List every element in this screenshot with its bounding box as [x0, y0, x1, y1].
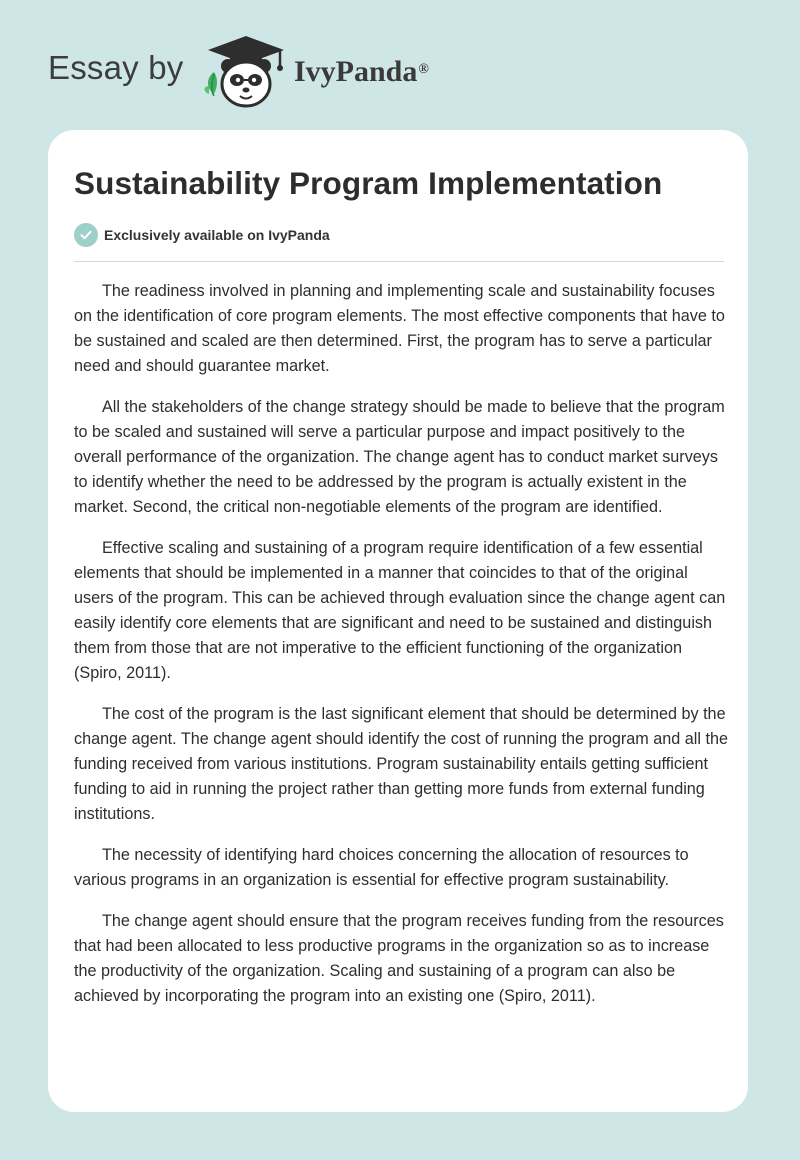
brand-name[interactable] — [294, 52, 429, 92]
essay-card — [48, 130, 748, 1112]
exclusive-badge — [74, 222, 330, 248]
essay-paragraph: The cost of the program is the last significant element that should be determined by the change agent. The change agent should identify the cost of running the program and all the funding received from various institutions. Program sustainability entails getting sufficient funding to aid in running the project rather than getting more funds from external funding institutions. — [74, 705, 728, 823]
title-divider — [74, 261, 724, 262]
leaf-icon — [205, 72, 218, 96]
essay-by-label: Essay by — [48, 49, 184, 86]
site-header — [0, 0, 800, 130]
registered-mark: ® — [418, 62, 429, 77]
essay-body — [74, 279, 728, 1025]
essay-paragraph: Effective scaling and sustaining of a program require identification of a few essential elements that should be implemented in a manner that coincides to that of the original users of the program. This can be achieved through evaluation since the change agent can easily identify core elements that are significant and need to be sustained and distinguish them from those that are not imperative to the efficient functioning of the organization (Spiro, 2011). — [74, 539, 726, 682]
essay-paragraph: The necessity of identifying hard choices concerning the allocation of resources to various programs in an organization is essential for effective program sustainability. — [74, 846, 689, 889]
check-circle-icon — [74, 223, 98, 247]
exclusive-badge-label: Exclusively available on IvyPanda — [104, 227, 330, 243]
page-title: Sustainability Program Implementation — [74, 165, 663, 201]
essay-paragraph: The change agent should ensure that the program receives funding from the resources that had been allocated to less productive programs in the organization so as to increase the productivity of the organization. Scaling and sustaining of a program can also be achieved by incorporating the program into an existing one (Spiro, 2011). — [74, 912, 724, 1005]
essay-paragraph: The readiness involved in planning and implementing scale and sustainability focuses on the identification of core program elements. The most effective components that have to be sustained and scaled are then determined. First, the program has to serve a particular need and should guarantee market. — [74, 282, 725, 375]
graduation-panda-logo-icon[interactable] — [200, 34, 292, 110]
essay-paragraph: All the stakeholders of the change strategy should be made to believe that the program to be scaled and sustained will serve a particular purpose and impact positively to the overall performance of the organization. The change agent has to conduct market surveys to identify whether the need to be addressed by the program is actually existent in the market. Second, the critical non-negotiable elements of the program are identified. — [74, 398, 725, 516]
brand-name-text: IvyPanda — [294, 55, 418, 88]
